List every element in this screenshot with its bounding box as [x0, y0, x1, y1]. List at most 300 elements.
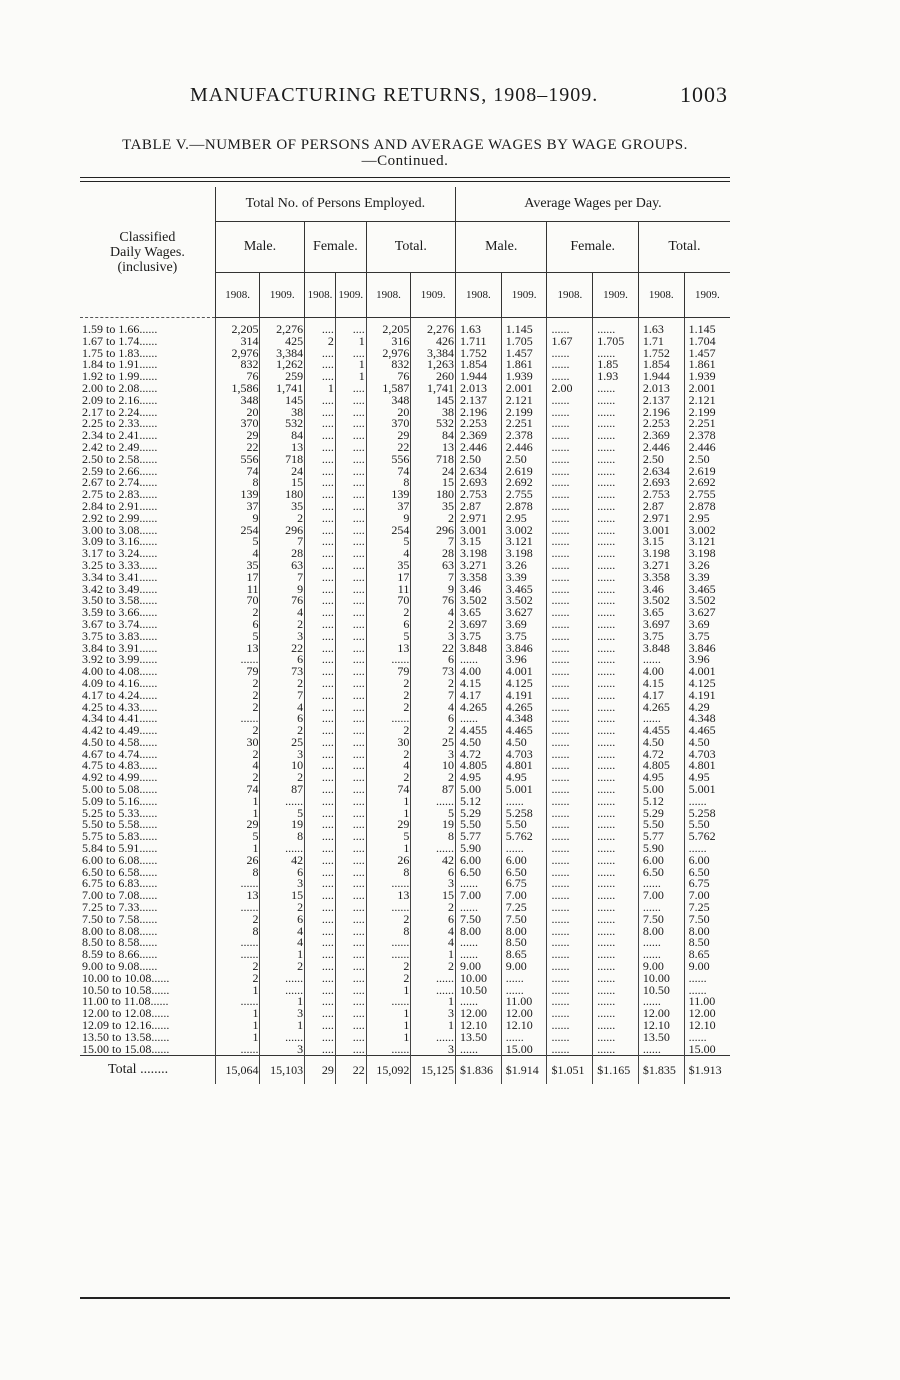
female-1908-cell: ....	[305, 1008, 336, 1020]
female-1909-cell: ....	[335, 702, 366, 714]
total-1909-cell: 2,276	[411, 318, 456, 336]
avg-female-1908-cell: ......	[547, 890, 593, 902]
avg-total-1909-cell: 1.457	[688, 345, 716, 360]
avg-female-1908-cell: ......	[547, 902, 593, 914]
avg-total-1908-cell: 2.369	[638, 430, 684, 442]
female-1908-cell: ....	[305, 1020, 336, 1032]
avg-total-1908-cell: 4.17	[638, 690, 684, 702]
avg-female-1909-cell: ......	[593, 477, 639, 489]
male-1909-cell: ......	[260, 843, 305, 855]
male-1909-cell: 425	[260, 336, 305, 348]
female-1909-cell: ....	[335, 560, 366, 572]
avg-female-1909-cell: ......	[593, 713, 639, 725]
male-1908-cell: 1	[215, 1020, 260, 1032]
avg-female-1909-cell: ......	[593, 572, 639, 584]
avg-male-1908-cell: 6.00	[455, 855, 501, 867]
female-1908-cell: ....	[305, 702, 336, 714]
avg-total-1908-cell: 5.29	[638, 808, 684, 820]
avg-total-1908-cell: 1.854	[638, 359, 684, 371]
male-1909-cell: 2	[260, 678, 305, 690]
avg-female-1908-cell: ......	[547, 855, 593, 867]
avg-male-1908-cell: ......	[455, 878, 501, 890]
avg-total-1909-cell: 4.95	[688, 770, 710, 785]
female-1908-cell: ....	[305, 760, 336, 772]
male-1908-cell: 37	[215, 501, 260, 513]
avg-female-1908-cell: ......	[547, 784, 593, 796]
avg-total-1908-cell: 7.50	[638, 914, 684, 926]
total-1908-cell: 2	[366, 973, 411, 985]
avg-male-1908-cell: 5.12	[455, 796, 501, 808]
avg-female-1908-cell: ......	[547, 690, 593, 702]
male-1909-cell: 19	[260, 819, 305, 831]
total-1908-cell: 74	[366, 784, 411, 796]
total-1908-cell: 1	[366, 1020, 411, 1032]
female-1909-cell: ....	[335, 973, 366, 985]
female-1909-cell: ....	[335, 961, 366, 973]
female-1908-cell: ....	[305, 525, 336, 537]
total-1908-cell: ......	[366, 949, 411, 961]
avg-female-1909-cell: ......	[593, 902, 639, 914]
male-1909-cell: 73	[260, 666, 305, 678]
total-1909-cell: 42	[411, 855, 456, 867]
avg-total-1908-cell: 5.50	[638, 819, 684, 831]
avg-male-1909-cell: 12.10	[501, 1020, 547, 1032]
wage-range-cell: 2.92 to 2.99......	[80, 513, 215, 525]
female-1909-cell: ....	[335, 643, 366, 655]
total-1908-cell: 1	[366, 808, 411, 820]
total-1909-cell: 1,263	[411, 359, 456, 371]
total-1908-cell: 2	[366, 961, 411, 973]
avg-total-1908-cell: 2.50	[638, 454, 684, 466]
avg-male-1909-cell: 5.001	[501, 784, 547, 796]
avg-male-1909-cell: 8.50	[501, 937, 547, 949]
total-avg-female-1909-cell: $1.165	[593, 1056, 639, 1085]
female-1909-cell: ....	[335, 513, 366, 525]
avg-female-1908-cell: ......	[547, 430, 593, 442]
avg-total-1908-cell: ......	[638, 949, 684, 961]
avg-total-1909-cell: ......	[688, 841, 707, 856]
avg-total-1908-cell: ......	[638, 902, 684, 914]
avg-male-1908-cell: 3.46	[455, 584, 501, 596]
avg-total-1909-cell: 7.25	[688, 900, 710, 915]
total-total-1908-cell: 15,092	[366, 1056, 411, 1085]
wage-range-cell: 8.59 to 8.66......	[80, 949, 215, 961]
female-1908-cell: ....	[305, 430, 336, 442]
female-1908-cell: ....	[305, 454, 336, 466]
total-1908-cell: 5	[366, 631, 411, 643]
total-1908-cell: 2	[366, 749, 411, 761]
avg-total-1908-cell: ......	[638, 713, 684, 725]
total-1908-cell: 4	[366, 548, 411, 560]
avg-total-1909-cell: 2.95	[688, 510, 710, 525]
avg-total-1908-cell: 3.15	[638, 536, 684, 548]
male-1908-cell: ......	[215, 949, 260, 961]
total-1909-cell: 3	[411, 878, 456, 890]
female-1909-cell: ....	[335, 595, 366, 607]
year-1909-heading: 1909.	[684, 273, 730, 318]
avg-total-1909-cell: 11.00	[688, 994, 716, 1009]
wage-range-cell: 10.50 to 10.58......	[80, 985, 215, 997]
total-1908-cell: 2	[366, 914, 411, 926]
year-1908-heading: 1908.	[455, 273, 501, 318]
wage-range-cell: 2.00 to 2.08......	[80, 383, 215, 395]
avg-female-1908-cell: ......	[547, 973, 593, 985]
avg-male-1908-cell: 2.253	[455, 418, 501, 430]
female-1908-cell: 1	[305, 383, 336, 395]
male-1909-cell: 145	[260, 395, 305, 407]
total-1909-cell: 13	[411, 442, 456, 454]
total-1908-cell: 4	[366, 760, 411, 772]
avg-male-1908-cell: 10.50	[455, 985, 501, 997]
total-1909-cell: ......	[411, 1032, 456, 1044]
year-1909-heading: 1909.	[501, 273, 547, 318]
female-1909-cell: ....	[335, 477, 366, 489]
avg-total-1908-cell: 3.65	[638, 607, 684, 619]
avg-female-1908-cell: ......	[547, 760, 593, 772]
avg-female-1909-cell: ......	[593, 914, 639, 926]
total-1908-cell: 348	[366, 395, 411, 407]
avg-female-1909-cell: ......	[593, 536, 639, 548]
total-1909-cell: 2	[411, 725, 456, 737]
female-1909-cell: ....	[335, 713, 366, 725]
male-1909-cell: 22	[260, 643, 305, 655]
wage-range-cell: 7.25 to 7.33......	[80, 902, 215, 914]
female-1909-cell: ....	[335, 890, 366, 902]
avg-female-1908-cell: ......	[547, 1032, 593, 1044]
total-1908-cell: 79	[366, 666, 411, 678]
male-1908-cell: ......	[215, 878, 260, 890]
avg-male-1908-cell: 3.848	[455, 643, 501, 655]
female-1908-cell: ....	[305, 643, 336, 655]
male-1908-cell: 79	[215, 666, 260, 678]
wages-male-heading: Male.	[455, 222, 546, 273]
avg-female-1909-cell: ......	[593, 855, 639, 867]
avg-total-1909-cell: 4.001	[688, 664, 716, 679]
female-1909-cell: ....	[335, 572, 366, 584]
total-1909-cell: 28	[411, 548, 456, 560]
avg-total-1909-cell: 2.121	[688, 392, 716, 407]
total-1908-cell: 2	[366, 725, 411, 737]
male-1908-cell: ......	[215, 996, 260, 1008]
wage-range-cell: 3.67 to 3.74......	[80, 619, 215, 631]
total-1908-cell: 2	[366, 607, 411, 619]
avg-total-1909-cell: 3.69	[688, 616, 710, 631]
avg-male-1908-cell: 9.00	[455, 961, 501, 973]
avg-female-1908-cell: ......	[547, 395, 593, 407]
male-1909-cell: 84	[260, 430, 305, 442]
female-1909-cell: ....	[335, 749, 366, 761]
female-1908-cell: ....	[305, 407, 336, 419]
female-1909-cell: ....	[335, 666, 366, 678]
total-1909-cell: 6	[411, 867, 456, 879]
male-1908-cell: 2	[215, 749, 260, 761]
avg-male-1908-cell: 2.369	[455, 430, 501, 442]
wage-column-heading	[80, 187, 215, 318]
avg-female-1908-cell: ......	[547, 466, 593, 478]
total-1909-cell: 426	[411, 336, 456, 348]
male-1909-cell: 3	[260, 1008, 305, 1020]
female-1908-cell: ....	[305, 489, 336, 501]
avg-female-1909-cell: ......	[593, 890, 639, 902]
avg-female-1908-cell: ......	[547, 619, 593, 631]
male-1909-cell: 87	[260, 784, 305, 796]
avg-total-1909-cell: 3.96	[688, 652, 710, 667]
male-1909-cell: 4	[260, 702, 305, 714]
female-1909-cell: ....	[335, 772, 366, 784]
total-1908-cell: 74	[366, 466, 411, 478]
female-1908-cell: ....	[305, 1044, 336, 1056]
year-1908-heading: 1908.	[305, 273, 336, 318]
avg-female-1909-cell: ......	[593, 501, 639, 513]
page-number: 1003	[680, 82, 728, 107]
wage-range-cell: 2.59 to 2.66......	[80, 466, 215, 478]
male-1909-cell: 2	[260, 725, 305, 737]
male-1909-cell: 63	[260, 560, 305, 572]
avg-total-1908-cell: 6.50	[638, 867, 684, 879]
avg-male-1909-cell: 5.762	[501, 831, 547, 843]
male-1908-cell: 70	[215, 595, 260, 607]
avg-female-1909-cell: ......	[593, 383, 639, 395]
total-1909-cell: 3	[411, 749, 456, 761]
male-1909-cell: 259	[260, 371, 305, 383]
female-1909-cell: ....	[335, 843, 366, 855]
avg-female-1909-cell: ......	[593, 418, 639, 430]
total-1909-cell: 2	[411, 902, 456, 914]
avg-total-1909-cell: 3.198	[688, 546, 716, 561]
avg-male-1908-cell: 8.00	[455, 926, 501, 938]
avg-male-1908-cell: 3.15	[455, 536, 501, 548]
avg-total-1909-cell: 2.378	[688, 428, 716, 443]
avg-total-1909-cell: ......	[688, 1029, 707, 1044]
avg-total-1908-cell: 3.697	[638, 619, 684, 631]
avg-female-1909-cell: ......	[593, 643, 639, 655]
avg-male-1908-cell: 3.75	[455, 631, 501, 643]
male-1908-cell: 2	[215, 607, 260, 619]
avg-male-1909-cell: ......	[501, 985, 547, 997]
avg-total-1909-cell: 8.50	[688, 935, 710, 950]
total-1908-cell: 11	[366, 584, 411, 596]
avg-total-1909-cell: 1.939	[688, 369, 716, 384]
avg-male-1909-cell: 4.265	[501, 702, 547, 714]
avg-male-1909-cell: 1.939	[501, 371, 547, 383]
wage-range-cell: 1.92 to 1.99......	[80, 371, 215, 383]
male-1908-cell: 17	[215, 572, 260, 584]
total-1908-cell: 13	[366, 643, 411, 655]
male-1908-cell: ......	[215, 713, 260, 725]
avg-male-1908-cell: 1.944	[455, 371, 501, 383]
wage-range-cell: 3.75 to 3.83......	[80, 631, 215, 643]
male-1908-cell: 4	[215, 548, 260, 560]
avg-total-1909-cell: 2.50	[688, 451, 710, 466]
avg-male-1908-cell: 6.50	[455, 867, 501, 879]
wage-range-cell: 4.92 to 4.99......	[80, 772, 215, 784]
avg-female-1909-cell: ......	[593, 666, 639, 678]
avg-total-1909-cell: ......	[688, 793, 707, 808]
avg-female-1909-cell: ......	[593, 737, 639, 749]
wage-range-cell: 5.25 to 5.33......	[80, 808, 215, 820]
avg-female-1909-cell: ......	[593, 772, 639, 784]
female-1909-cell: ....	[335, 678, 366, 690]
avg-female-1909-cell: ......	[593, 878, 639, 890]
wage-heading-line: Classified	[119, 229, 176, 245]
total-total-1909-cell: 15,125	[411, 1056, 456, 1085]
avg-male-1909-cell: ......	[501, 973, 547, 985]
total-1909-cell: 296	[411, 525, 456, 537]
avg-total-1908-cell: 8.00	[638, 926, 684, 938]
avg-total-1908-cell: 10.00	[638, 973, 684, 985]
avg-male-1909-cell: 4.801	[501, 760, 547, 772]
total-1909-cell: 3	[411, 631, 456, 643]
male-1909-cell: 6	[260, 867, 305, 879]
wage-range-cell: 1.67 to 1.74......	[80, 336, 215, 348]
avg-total-1908-cell: ......	[638, 1044, 684, 1056]
total-1909-cell: 145	[411, 395, 456, 407]
avg-female-1908-cell: ......	[547, 1020, 593, 1032]
avg-female-1909-cell: 1.93	[593, 371, 639, 383]
avg-total-1908-cell: ......	[638, 654, 684, 666]
avg-total-1909-cell: 6.00	[688, 852, 710, 867]
avg-total-1908-cell: ......	[638, 996, 684, 1008]
female-1909-cell: ....	[335, 760, 366, 772]
wage-range-cell: 4.25 to 4.33......	[80, 702, 215, 714]
male-1908-cell: 2	[215, 702, 260, 714]
total-1908-cell: 37	[366, 501, 411, 513]
total-1908-cell: 2,205	[366, 318, 411, 336]
male-1909-cell: 4	[260, 937, 305, 949]
avg-male-1908-cell: ......	[455, 949, 501, 961]
avg-male-1909-cell: 1.705	[501, 336, 547, 348]
avg-total-1908-cell: 12.00	[638, 1008, 684, 1020]
persons-female-heading: Female.	[305, 222, 367, 273]
avg-total-1908-cell: 1.944	[638, 371, 684, 383]
year-1909-heading: 1909.	[593, 273, 639, 318]
avg-female-1908-cell: ......	[547, 407, 593, 419]
avg-male-1908-cell: 2.446	[455, 442, 501, 454]
persons-total-heading: Total.	[366, 222, 455, 273]
avg-total-1908-cell: 2.196	[638, 407, 684, 419]
total-1908-cell: ......	[366, 996, 411, 1008]
avg-female-1909-cell: ......	[593, 442, 639, 454]
avg-male-1909-cell: 3.627	[501, 607, 547, 619]
avg-male-1908-cell: 2.753	[455, 489, 501, 501]
female-1909-cell: ....	[335, 878, 366, 890]
avg-total-1908-cell: 3.271	[638, 560, 684, 572]
table-title-line: TABLE V.—NUMBER OF PERSONS AND AVERAGE WAGES BY WAGE GROUPS.	[122, 137, 688, 153]
avg-female-1908-cell: ......	[547, 678, 593, 690]
avg-female-1908-cell: ......	[547, 808, 593, 820]
total-1908-cell: 20	[366, 407, 411, 419]
avg-male-1909-cell: 6.50	[501, 867, 547, 879]
wage-range-cell: 3.59 to 3.66......	[80, 607, 215, 619]
avg-female-1909-cell: ......	[593, 961, 639, 973]
total-avg-female-1908-cell: $1.051	[547, 1056, 593, 1085]
total-1909-cell: ......	[411, 985, 456, 997]
male-1908-cell: 13	[215, 643, 260, 655]
avg-female-1909-cell: ......	[593, 760, 639, 772]
avg-total-1909-cell: 15.00	[688, 1041, 716, 1056]
female-1909-cell: ....	[335, 855, 366, 867]
total-1908-cell: 8	[366, 867, 411, 879]
avg-female-1908-cell: ......	[547, 1008, 593, 1020]
total-avg-total-1909-cell: $1.913	[684, 1056, 730, 1085]
avg-female-1909-cell: ......	[593, 749, 639, 761]
avg-female-1908-cell: ......	[547, 572, 593, 584]
wage-range-cell: 3.09 to 3.16......	[80, 536, 215, 548]
avg-female-1909-cell: ......	[593, 937, 639, 949]
total-1908-cell: 13	[366, 890, 411, 902]
male-1909-cell: 2	[260, 513, 305, 525]
wages-total-heading: Total.	[638, 222, 730, 273]
year-1908-heading: 1908.	[215, 273, 260, 318]
female-1908-cell: ....	[305, 619, 336, 631]
total-avg-male-1909-cell: $1.914	[501, 1056, 547, 1085]
avg-male-1909-cell: 2.001	[501, 383, 547, 395]
wage-range-cell: 3.92 to 3.99......	[80, 654, 215, 666]
avg-male-1908-cell: 4.265	[455, 702, 501, 714]
male-1908-cell: 30	[215, 737, 260, 749]
male-1909-cell: 38	[260, 407, 305, 419]
avg-female-1909-cell: ......	[593, 831, 639, 843]
avg-male-1909-cell: 4.465	[501, 725, 547, 737]
avg-female-1909-cell: ......	[593, 678, 639, 690]
avg-total-1908-cell: 5.77	[638, 831, 684, 843]
male-1908-cell: 370	[215, 418, 260, 430]
avg-female-1908-cell: ......	[547, 371, 593, 383]
bottom-rule	[80, 1297, 730, 1299]
wage-range-cell: 5.84 to 5.91......	[80, 843, 215, 855]
total-1909-cell: 1	[411, 996, 456, 1008]
avg-total-1908-cell: 4.95	[638, 772, 684, 784]
female-1908-cell: ....	[305, 501, 336, 513]
male-1908-cell: 74	[215, 784, 260, 796]
female-1909-cell: ....	[335, 1044, 366, 1056]
year-1908-heading: 1908.	[638, 273, 684, 318]
avg-total-1909-cell: 3.502	[688, 593, 716, 608]
total-1908-cell: 316	[366, 336, 411, 348]
wage-range-cell: 2.25 to 2.33......	[80, 418, 215, 430]
male-1908-cell: 1,586	[215, 383, 260, 395]
total-1908-cell: 30	[366, 737, 411, 749]
total-1909-cell: 4	[411, 702, 456, 714]
wage-range-cell: 2.84 to 2.91......	[80, 501, 215, 513]
avg-male-1909-cell: 2.755	[501, 489, 547, 501]
male-1908-cell: 29	[215, 430, 260, 442]
avg-female-1909-cell: ......	[593, 949, 639, 961]
total-1909-cell: 2	[411, 619, 456, 631]
avg-total-1909-cell: 5.762	[688, 829, 716, 844]
avg-male-1908-cell: 4.50	[455, 737, 501, 749]
male-1908-cell: 1	[215, 1032, 260, 1044]
avg-total-1908-cell: 2.87	[638, 501, 684, 513]
female-1908-cell: ....	[305, 466, 336, 478]
female-1908-cell: ....	[305, 477, 336, 489]
total-1909-cell: 84	[411, 430, 456, 442]
avg-male-1908-cell: 3.001	[455, 525, 501, 537]
male-1909-cell: 3,384	[260, 348, 305, 360]
total-1908-cell: 8	[366, 477, 411, 489]
male-1909-cell: 7	[260, 690, 305, 702]
total-1908-cell: 29	[366, 819, 411, 831]
avg-male-1908-cell: 2.013	[455, 383, 501, 395]
male-1909-cell: 6	[260, 713, 305, 725]
male-1909-cell: 7	[260, 536, 305, 548]
avg-male-1909-cell: 4.125	[501, 678, 547, 690]
wage-range-cell: 5.75 to 5.83......	[80, 831, 215, 843]
avg-total-1908-cell: 2.253	[638, 418, 684, 430]
year-1909-heading: 1909.	[411, 273, 456, 318]
total-1909-cell: ......	[411, 796, 456, 808]
male-1909-cell: 5	[260, 808, 305, 820]
